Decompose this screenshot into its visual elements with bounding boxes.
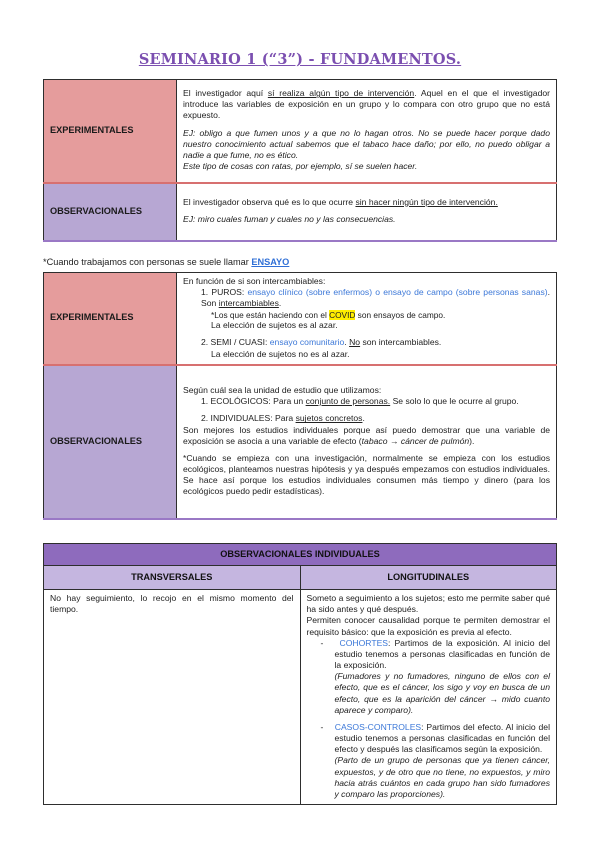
casos-controles-label: CASOS-CONTROLES <box>334 721 422 732</box>
transversales-content: No hay seguimiento, lo recojo en el mismo momento del tiempo. <box>44 590 301 805</box>
table-row <box>44 80 557 183</box>
table-row <box>44 273 557 365</box>
table-row <box>44 365 557 519</box>
transversales-header: TRANSVERSALES <box>44 566 301 590</box>
longitudinales-header: LONGITUDINALES <box>300 566 557 590</box>
page-title: SEMINARIO 1 (“3”) - FUNDAMENTOS. <box>138 51 462 68</box>
table-row <box>44 183 557 241</box>
observacionales-label-2: OBSERVACIONALES <box>44 365 177 519</box>
table-row <box>44 590 557 805</box>
experimentales-label-2: EXPERIMENTALES <box>44 273 177 365</box>
table-subheader-row <box>44 566 557 590</box>
individual-header: OBSERVACIONALES INDIVIDUALES <box>44 544 557 566</box>
longitudinales-content: Someto a seguimiento a los sujetos; esto me permite saber qué ha sido antes y qué después. Permiten conocer causalidad porque te permiten demostrar el requisito básico: que la exposición es previa al efecto. - COHORTES: Partimos de la exposición. Al inicio del estudio tenemos a personas clasificadas en función de la exposición. (Fumadores y no fumadores, ninguno de ellos con el efecto, que es el cáncer, los sigo y voy en busca de un efecto, que es la aparición del cáncer → mido cuanto aparece y comparo). - CASOS-CONTROLES: Partimos del efecto. Al inicio del estudio tenemos a personas clasificadas en función del efecto y después las clasificamos según la exposición. (Parto de un grupo de personas que ya tienen cáncer, expuestos, y de otro que no tiene, no expuestos, y miro hacia atrás cuántos en cada grupo han sido fumadores y comparo las proporciones). <box>300 590 557 805</box>
types-table <box>43 272 557 520</box>
observacionales-content: El investigador observa qué es lo que ocurre sin hacer ningún tipo de intervención. EJ: miro cuales fuman y cuales no y las consecuencias. <box>177 183 557 241</box>
individual-studies-table <box>43 543 557 805</box>
experimentales-label: EXPERIMENTALES <box>44 80 177 183</box>
ensayo-note: *Cuando trabajamos con personas se suele llamar ENSAYO <box>43 257 290 267</box>
observacionales-label: OBSERVACIONALES <box>44 183 177 241</box>
experimentales-types: En función de si son intercambiables: 1. PUROS: ensayo clínico (sobre enfermos) o ensayo de campo (sobre personas sanas). Son intercambiables. *Los que están haciendo con el COVID son ensayos de campo. La elección de sujetos es al azar. 2. SEMI / CUASI: ensayo comunitario. No son intercambiables. La elección de sujetos no es al azar. <box>177 273 557 365</box>
observacionales-types: Según cuál sea la unidad de estudio que utilizamos: 1. ECOLÓGICOS: Para un conjunto de personas. Se solo lo que le ocurre al grupo. 2. INDIVIDUALES: Para sujetos concretos. Son mejores los estudios individuales porque así puedo demostrar que una variable de exposición se asocia a una variable de efecto (tabaco → cáncer de pulmón). *Cuando se empieza con una investigación, normalmente se empieza con los estudios ecológicos, planteamos nuestras hipótesis y ya después empezamos con estudios individuales. Se hace así porque los estudios individuales consumen más tiempo y dinero (para los ecológicos puedo pedir estadísticas). <box>177 365 557 519</box>
definitions-table <box>43 79 557 242</box>
experimentales-content: El investigador aquí sí realiza algún tipo de intervención. Aquel en el que el investigador introduce las variables de exposición en un grupo y lo compara con otro grupo que no está expuesto. EJ: obligo a que fumen unos y a que no lo hagan otros. No se puede hacer porque dado nuestro conocimiento actual sabemos que el tabaco hace daño; por ello, no puedo obligar a nadie a que fume, no es ético. Este tipo de cosas con ratas, por ejemplo, sí se suelen hacer. <box>177 80 557 183</box>
ensayo-link[interactable]: ENSAYO <box>251 257 290 267</box>
table-header-row <box>44 544 557 566</box>
cohortes-label: COHORTES <box>339 637 389 648</box>
